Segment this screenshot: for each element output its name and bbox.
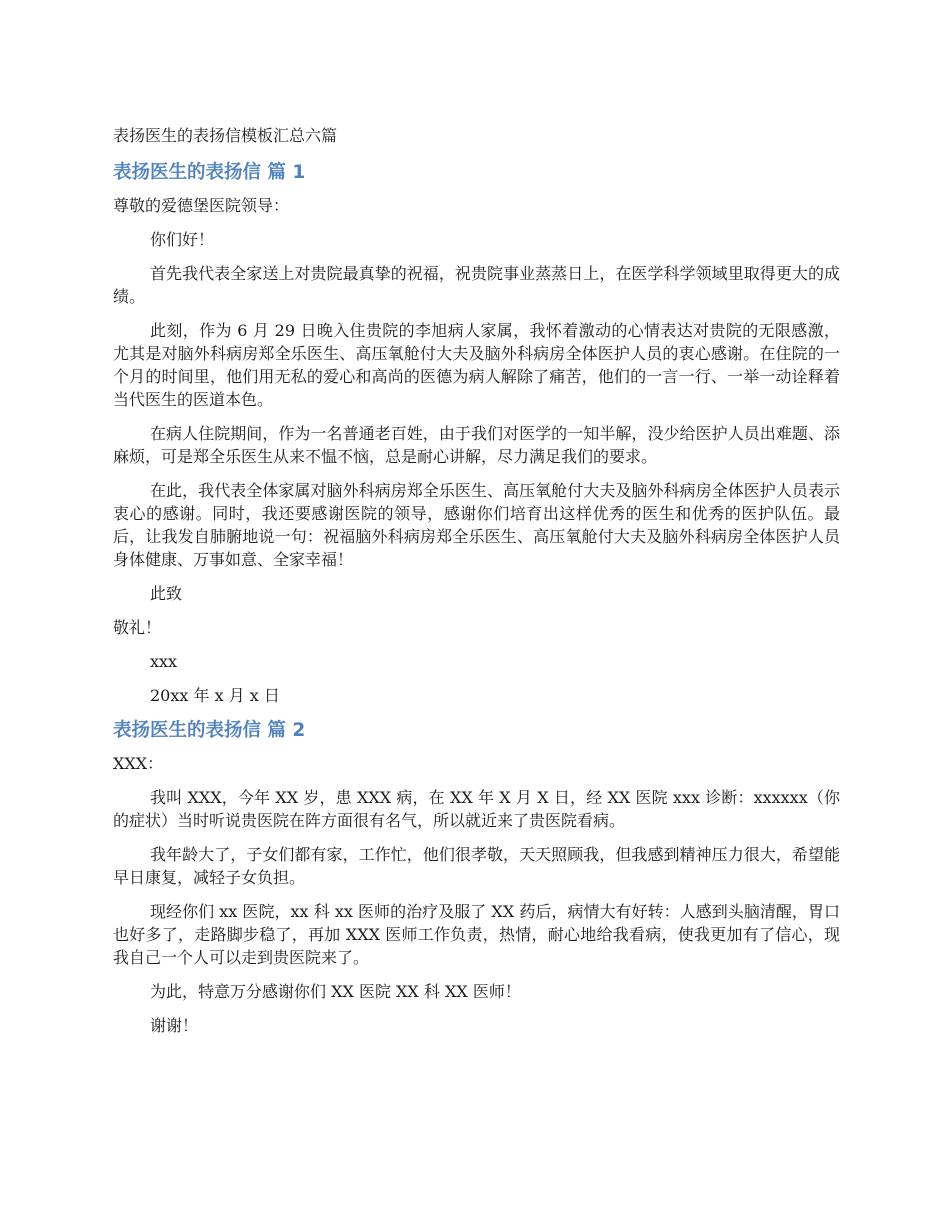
greeting: 你们好！: [150, 230, 215, 249]
letter-section-2: [113, 718, 840, 1037]
salutation: 尊敬的爱德堡医院领导：: [113, 196, 290, 215]
body-paragraph: 在此，我代表全体家属对脑外科病房郑全乐医生、高压氧舱付大夫及脑外科病房全体医护人员表示衷心的感谢。同时，我还要感谢医院的领导，感谢你们培育出这样优秀的医生和优秀的医护队伍。最后，让我发自肺腑地说一句：祝福脑外科病房郑全乐医生、高压氧舱付大夫及脑外科病房全体医护人员身体健康、万事如意、全家幸福！: [113, 481, 840, 569]
body-paragraph: 为此，特意万分感谢你们 XX 医院 XX 科 XX 医师！: [150, 982, 521, 1001]
salutation: XXX：: [113, 754, 164, 773]
body-paragraph: 我叫 XXX，今年 XX 岁，患 XXX 病，在 XX 年 X 月 X 日，经 XX 医院 xxx 诊断：xxxxxx（你的症状）当时听说贵医院在阵方面很有名气，所以就近来了贵医院看病。: [113, 788, 840, 830]
letter-section-1: [113, 160, 840, 707]
body-paragraph: 此刻，作为 6 月 29 日晚入住贵院的李旭病人家属，我怀着激动的心情表达对贵院的无限感激，尤其是对脑外科病房郑全乐医生、高压氧舱付大夫及脑外科病房全体医护人员的衷心感谢。在住院的一个月的时间里，他们用无私的爱心和高尚的医德为病人解除了痛苦，他们的一言一行、一举一动诠释着当代医生的医道本色。: [113, 321, 840, 409]
document-title: 表扬医生的表扬信模板汇总六篇: [113, 126, 338, 145]
section-heading: 表扬医生的表扬信 篇 1: [113, 162, 306, 183]
body-paragraph: 我年龄大了，子女们都有家，工作忙，他们很孝敬，天天照顾我，但我感到精神压力很大，希望能早日康复，减轻子女负担。: [113, 845, 840, 887]
body-paragraph: 谢谢！: [150, 1016, 199, 1035]
salute: 敬礼！: [113, 618, 162, 637]
document-page: [113, 124, 840, 1048]
body-paragraph: 现经你们 xx 医院，xx 科 xx 医师的治疗及服了 XX 药后，病情大有好转：人感到头脑清醒，胃口也好多了，走路脚步稳了，再加 XXX 医师工作负责，热情，耐心地给我看病，使我更加有了信心，现我自己一个人可以走到贵医院来了。: [113, 902, 840, 967]
body-paragraph: 在病人住院期间，作为一名普通老百姓，由于我们对医学的一知半解，没少给医护人员出难题、添麻烦，可是郑全乐医生从来不愠不恼，总是耐心讲解，尽力满足我们的要求。: [113, 424, 840, 466]
closing: 此致: [150, 584, 183, 603]
section-heading: 表扬医生的表扬信 篇 2: [113, 720, 306, 741]
date: 20xx 年 x 月 x 日: [150, 686, 280, 705]
signature: xxx: [150, 652, 178, 671]
body-paragraph: 首先我代表全家送上对贵院最真挚的祝福，祝贵院事业蒸蒸日上，在医学科学领域里取得更大的成绩。: [113, 264, 840, 306]
